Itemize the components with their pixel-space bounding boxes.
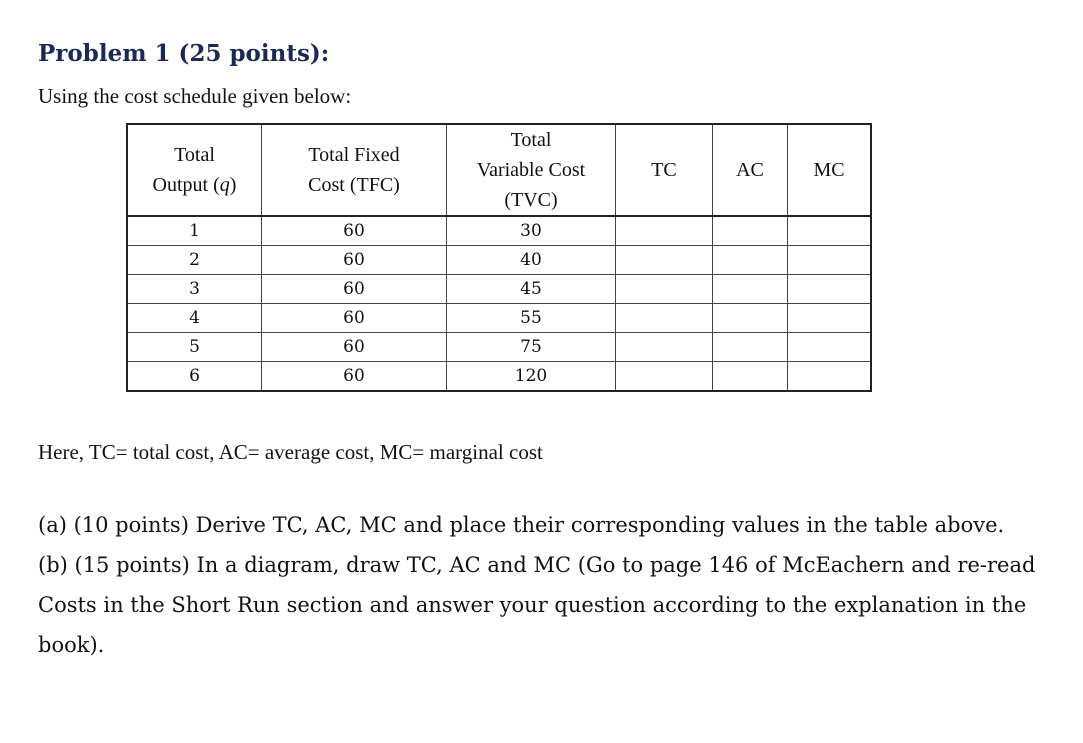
intro-text: Using the cost schedule given below:	[38, 84, 352, 108]
cell-ac	[713, 275, 788, 304]
cell-output: 2	[127, 246, 262, 275]
header-mc: MC	[788, 124, 872, 216]
cell-ac	[713, 362, 788, 392]
cell-tvc: 40	[447, 246, 616, 275]
cell-output: 1	[127, 216, 262, 246]
cell-mc	[788, 333, 872, 362]
table-row	[127, 362, 871, 392]
cell-output: 5	[127, 333, 262, 362]
header-total-variable-cost: Total Variable Cost (TVC)	[447, 124, 616, 216]
cell-tfc: 60	[262, 333, 447, 362]
table-row	[127, 304, 871, 333]
cell-tc	[616, 304, 713, 333]
cost-schedule-table	[126, 123, 872, 392]
cell-ac	[713, 333, 788, 362]
table-row	[127, 333, 871, 362]
header-total-fixed-cost: Total Fixed Cost (TFC)	[262, 124, 447, 216]
cell-tc	[616, 246, 713, 275]
table-row	[127, 216, 871, 246]
cell-mc	[788, 275, 872, 304]
cell-output: 3	[127, 275, 262, 304]
cell-output: 6	[127, 362, 262, 392]
output-variable: q	[219, 174, 230, 196]
cell-tvc: 120	[447, 362, 616, 392]
table-row	[127, 246, 871, 275]
cell-tc	[616, 216, 713, 246]
problem-heading: Problem 1 (25 points):	[38, 40, 330, 67]
cell-mc	[788, 216, 872, 246]
header-tc: TC	[616, 124, 713, 216]
cell-tfc: 60	[262, 362, 447, 392]
question-part-b: (b) (15 points) In a diagram, draw TC, AC and MC (Go to page 146 of McEachern and re-read Costs in the Short Run section and answer your question according to the explanation in the book).	[38, 553, 1036, 657]
cell-mc	[788, 246, 872, 275]
cell-tc	[616, 275, 713, 304]
table-row	[127, 275, 871, 304]
cell-tvc: 30	[447, 216, 616, 246]
questions-block	[38, 505, 1048, 665]
cell-tc	[616, 362, 713, 392]
cell-ac	[713, 246, 788, 275]
table-header-row	[127, 124, 871, 216]
cell-tfc: 60	[262, 304, 447, 333]
cell-tfc: 60	[262, 275, 447, 304]
cell-tfc: 60	[262, 216, 447, 246]
cell-output: 4	[127, 304, 262, 333]
cell-ac	[713, 216, 788, 246]
cell-tfc: 60	[262, 246, 447, 275]
cell-mc	[788, 362, 872, 392]
cell-tvc: 55	[447, 304, 616, 333]
header-total-output: Total Output (q)	[127, 124, 262, 216]
abbreviation-note: Here, TC= total cost, AC= average cost, MC= marginal cost	[38, 440, 543, 464]
cell-ac	[713, 304, 788, 333]
cell-tvc: 75	[447, 333, 616, 362]
cell-mc	[788, 304, 872, 333]
cell-tc	[616, 333, 713, 362]
cell-tvc: 45	[447, 275, 616, 304]
header-ac: AC	[713, 124, 788, 216]
question-part-a: (a) (10 points) Derive TC, AC, MC and place their corresponding values in the table above.	[38, 513, 1005, 537]
